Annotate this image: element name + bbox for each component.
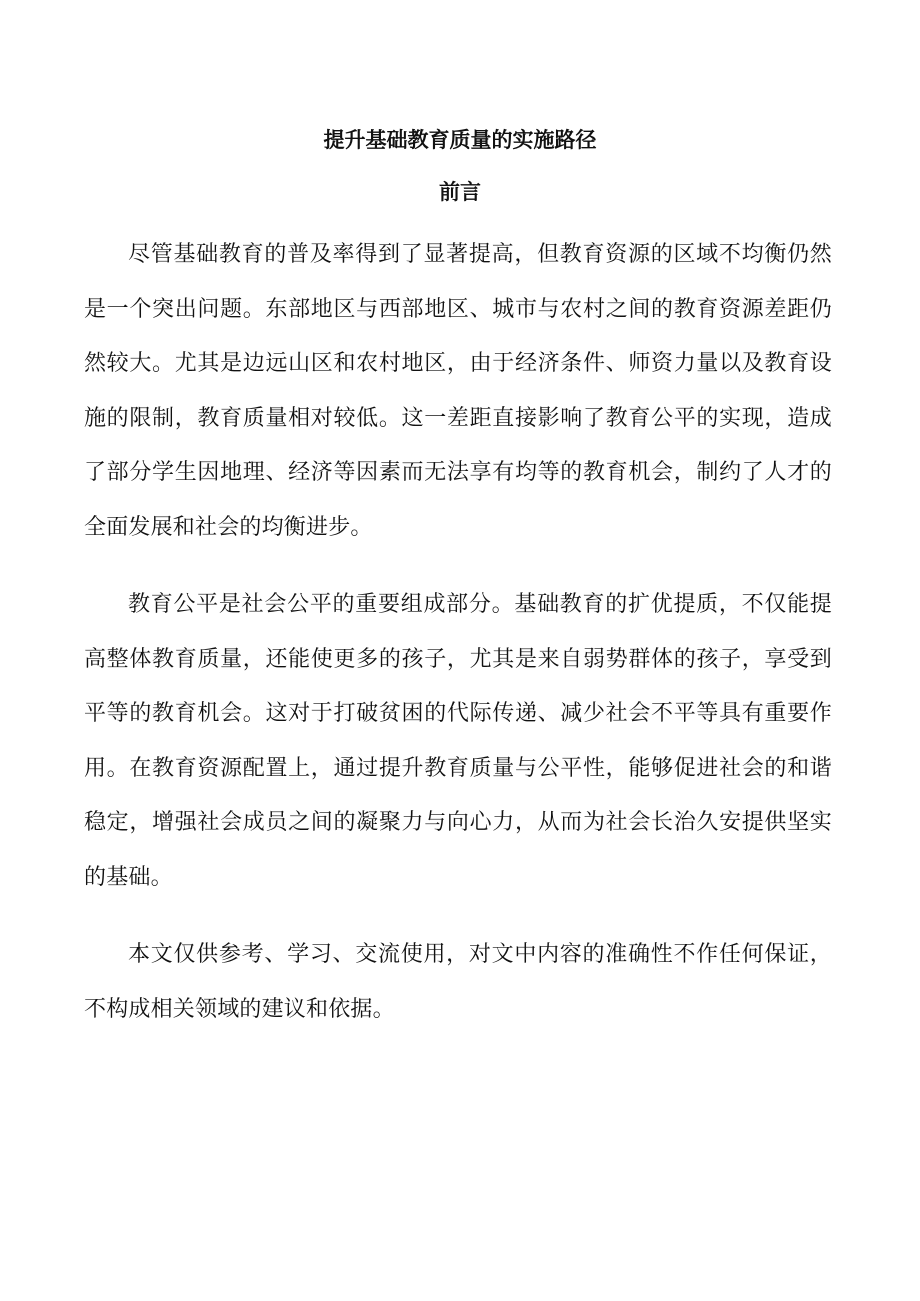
paragraph-disclaimer: 本文仅供参考、学习、交流使用，对文中内容的准确性不作任何保证，不构成相关领域的建议和依据。 [84, 942, 832, 1022]
document-title: 提升基础教育质量的实施路径 [323, 127, 597, 152]
section-heading-preface: 前言 [439, 179, 481, 204]
paragraph-education-equity: 教育公平是社会公平的重要组成部分。基础教育的扩优提质，不仅能提高整体教育质量，还能使更多的孩子，尤其是来自弱势群体的孩子，享受到平等的教育机会。这对于打破贫困的代际传递、减少社会不平等具有重要作用。在教育资源配置上，通过提升教育质量与公平性，能够促进社会的和谐稳定，增强社会成员之间的凝聚力与向心力，从而为社会长治久安提供坚实的基础。 [84, 592, 832, 890]
paragraph-regional-imbalance: 尽管基础教育的普及率得到了显著提高，但教育资源的区域不均衡仍然是一个突出问题。东部地区与西部地区、城市与农村之间的教育资源差距仍然较大。尤其是边远山区和农村地区，由于经济条件、师资力量以及教育设施的限制，教育质量相对较低。这一差距直接影响了教育公平的实现，造成了部分学生因地理、经济等因素而无法享有均等的教育机会，制约了人才的全面发展和社会的均衡进步。 [84, 242, 832, 540]
document-body [84, 228, 832, 1060]
